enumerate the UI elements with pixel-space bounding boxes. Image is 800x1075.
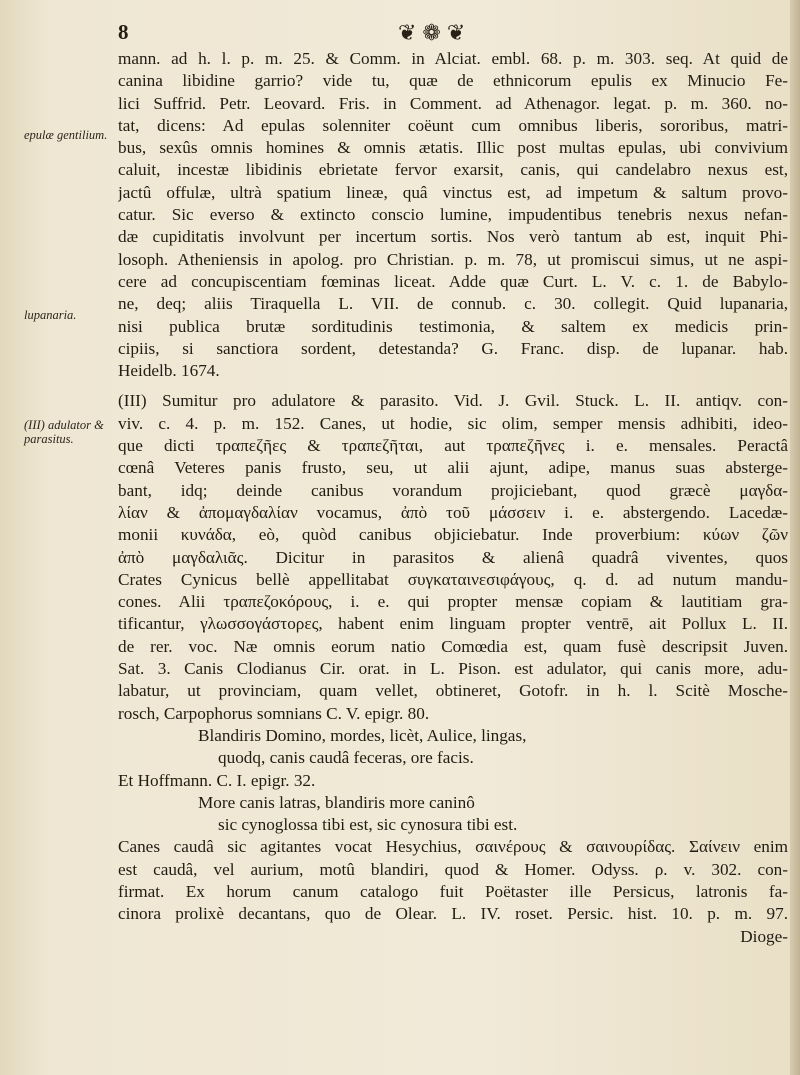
text-line: tat, dicens: Ad epulas solenniter coëunt cum omnibus liberis, sororibus, matri- bbox=[118, 115, 788, 135]
text-line: mann. ad h. l. p. m. 25. & Comm. in Alciat. embl. 68. p. m. 303. seq. At quid de bbox=[118, 49, 788, 68]
text-line: Et Hoffmann. C. I. epigr. 32. bbox=[118, 770, 316, 790]
text-line: que dicti τραπεζῆες & τραπεζῆται, aut τραπεζῆνες i. e. mensales. Peractâ bbox=[118, 436, 788, 456]
header-ornament: ❦❁❦ bbox=[398, 20, 472, 45]
text-line: ἀπὸ μαγδαλιᾶς. Dicitur in parasitos & alienâ quadrâ viventes, quos bbox=[118, 547, 788, 567]
margin-note-adulator: (III) adulator & parasitus. bbox=[24, 418, 104, 446]
poem-line: quodq, canis caudâ feceras, ore facis. bbox=[218, 748, 474, 768]
text-line: labatur, ut provinciam, quam vellet, obtineret, Gotofr. in h. l. Scitè Mosche- bbox=[118, 681, 788, 701]
text-line: bus, sexûs omnis homines & omnis ætatis. Illic post multas epulas, ubi convivium bbox=[118, 138, 788, 158]
text-line: monii κυνάδα, eò, quòd canibus objiciebatur. Inde proverbium: κύων ζῶν bbox=[118, 525, 788, 545]
poem-line: sic cynoglossa tibi est, sic cynosura tibi est. bbox=[218, 815, 518, 835]
text-line: de rer. voc. Næ omnis eorum natio Comœdia est, quam fusè descripsit Juven. bbox=[118, 636, 788, 656]
page-number: 8 bbox=[118, 20, 129, 44]
text-line: tificantur, γλωσσογάστορες, habent enim linguam propter ventrē, ait Pollux L. II. bbox=[118, 614, 788, 634]
text-line: ne, deq; aliis Tiraquella L. VII. de connub. c. 30. collegit. Quid lupanaria, bbox=[118, 294, 788, 314]
margin-note-epulae: epulæ gentilium. bbox=[24, 128, 108, 142]
poem-line: More canis latras, blandiris more caninô bbox=[198, 792, 475, 812]
text-line: bant, idq; deinde canibus vorandum projiciebant, quod græcè μαγδα- bbox=[118, 480, 788, 500]
poem-line: Blandiris Domino, mordes, licèt, Aulice, lingas, bbox=[198, 725, 527, 745]
text-line: cœnâ Veteres panis frusto, seu, ut alii ajunt, adipe, manus suas absterge- bbox=[118, 458, 788, 478]
text-line: jactû offulæ, ultrà spatium lineæ, quâ vinctus est, ad impetum & saltum provo- bbox=[118, 182, 788, 202]
text-line: lici Suffrid. Petr. Leovard. Fris. in Comment. ad Athenagor. legat. p. m. 360. no- bbox=[118, 93, 788, 113]
text-line: nisi publica brutæ sorditudinis testimonia, & saltem ex medicis prin- bbox=[118, 316, 788, 336]
catchword: Dioge- bbox=[740, 926, 788, 946]
text-line: firmat. Ex horum canum catalogo fuit Poëtaster ille Persicus, latronis fa- bbox=[118, 881, 788, 901]
text-line: losoph. Atheniensis in apolog. pro Christian. p. m. 78, ut promiscui simus, ut ne aspi- bbox=[118, 249, 788, 269]
text-line: λίαν & ἀπομαγδαλίαν vocamus, ἀπὸ τοῦ μάσσειν i. e. abstergendo. Lacedæ- bbox=[118, 502, 788, 522]
text-line: rosch, Carpophorus somnians C. V. epigr. 80. bbox=[118, 703, 430, 723]
margin-note-lupanaria: lupanaria. bbox=[24, 308, 77, 322]
text-line: Canes caudâ sic agitantes vocat Hesychius, σαινέρους & σαινουρίδας. Σαίνειν enim bbox=[118, 837, 788, 857]
text-line: Sat. 3. Canis Clodianus Cir. orat. in L. Pison. est adulator, qui canis more, adu- bbox=[118, 659, 788, 679]
text-line: viv. c. 4. p. m. 152. Canes, ut hodie, sic olim, semper mensis adhibiti, ideo- bbox=[118, 413, 788, 433]
text-line: est caudâ, vel aurium, motû blandiri, quod & Homer. Odyss. ρ. v. 302. con- bbox=[118, 859, 788, 879]
text-line: Heidelb. 1674. bbox=[118, 361, 220, 381]
text-line: dæ cupiditatis involvunt per incertum sortis. Nos verò tantum ab est, inquit Phi- bbox=[118, 227, 788, 247]
text-line: cere ad concupiscentiam fœminas liceat. Adde quæ Curt. L. V. c. 1. de Babylo- bbox=[118, 271, 788, 291]
text-line: canina libidine garrio? vide tu, quæ de ethnicorum epulis ex Minucio Fe- bbox=[118, 71, 788, 91]
text-line: cinora prolixè decantans, quo de Olear. L. IV. roset. Persic. hist. 10. p. m. 97. bbox=[118, 904, 788, 924]
text-line: cones. Alii τραπεζοκόρους, i. e. qui propter mensæ copiam & lautitiam gra- bbox=[118, 592, 788, 612]
text-line: catur. Sic everso & extincto conscio lumine, impudentibus tenebris nexus nefan- bbox=[118, 205, 788, 225]
text-line: (III) Sumitur pro adulatore & parasito. Vid. J. Gvil. Stuck. L. II. antiqv. con- bbox=[118, 391, 788, 411]
text-line: Crates Cynicus bellè appellitabat συγκαταινεσιφάγους, q. d. ad nutum mandu- bbox=[118, 569, 788, 589]
page-edge bbox=[790, 0, 800, 1075]
text-line: caluit, incestæ libidinis ebrietate fervor exarsit, canis, qui candelabro nexus est, bbox=[118, 160, 788, 180]
text-line: cipiis, si sanctiora sordent, detestanda? G. Franc. disp. de lupanar. hab. bbox=[118, 338, 788, 358]
main-text bbox=[118, 48, 788, 948]
page-header bbox=[118, 20, 788, 50]
